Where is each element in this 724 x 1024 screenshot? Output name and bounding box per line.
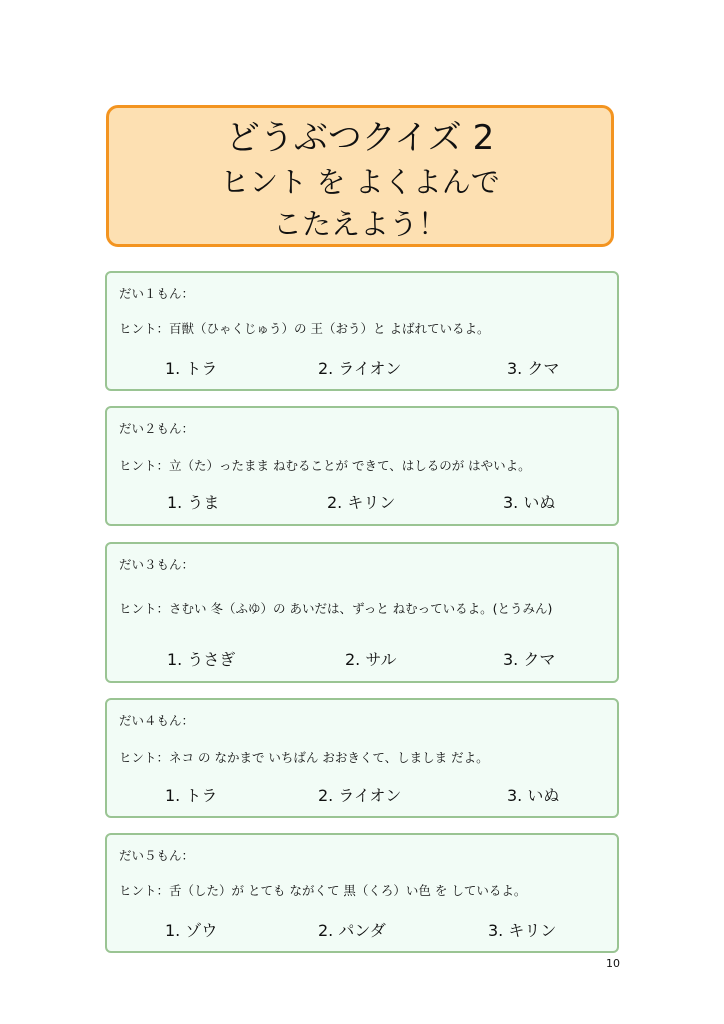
question-hint: ヒント：さむい 冬（ふゆ）の あいだは、ずっと ねむっているよ。(とうみん) (119, 601, 553, 616)
choice-3[interactable]: 3. いぬ (503, 493, 556, 512)
choice-2[interactable]: 2. パンダ (318, 921, 386, 940)
choice-3[interactable]: 3. キリン (488, 921, 557, 940)
page-title: どうぶつクイズ 2 (225, 118, 495, 158)
choice-3[interactable]: 3. クマ (503, 650, 556, 669)
question-box-5 (105, 833, 619, 953)
question-hint: ヒント：百獣（ひゃくじゅう）の 王（おう）と よばれているよ。 (119, 321, 490, 336)
question-label: だい４もん： (119, 713, 195, 728)
choice-2[interactable]: 2. ライオン (318, 786, 402, 805)
question-box-4 (105, 698, 619, 818)
choice-1[interactable]: 1. うま (167, 493, 220, 512)
question-hint: ヒント：舌（した）が とても ながくて 黒（くろ）い色 を しているよ。 (119, 883, 527, 898)
choice-2[interactable]: 2. ライオン (318, 359, 402, 378)
page-number: 10 (606, 957, 620, 970)
choice-2[interactable]: 2. キリン (327, 493, 396, 512)
question-box-2 (105, 406, 619, 526)
choice-1[interactable]: 1. トラ (165, 359, 218, 378)
page-subtitle-line1: ヒント を よくよんで (220, 165, 500, 199)
question-hint: ヒント：立（た）ったまま ねむることが できて、はしるのが はやいよ。 (119, 458, 531, 473)
question-label: だい２もん： (119, 421, 195, 436)
choice-2[interactable]: 2. サル (345, 650, 397, 669)
choice-1[interactable]: 1. うさぎ (167, 650, 236, 669)
choice-1[interactable]: 1. ゾウ (165, 921, 218, 940)
question-box-3 (105, 542, 619, 683)
question-label: だい５もん： (119, 848, 195, 863)
question-box-1 (105, 271, 619, 391)
question-label: だい１もん： (119, 286, 195, 301)
choice-3[interactable]: 3. いぬ (507, 786, 560, 805)
title-box (106, 105, 614, 247)
choice-1[interactable]: 1. トラ (165, 786, 218, 805)
choice-3[interactable]: 3. クマ (507, 359, 560, 378)
question-hint: ヒント：ネコ の なかまで いちばん おおきくて、しましま だよ。 (119, 750, 489, 765)
page-subtitle-line2: こたえよう！ (272, 207, 447, 241)
question-label: だい３もん： (119, 557, 195, 572)
